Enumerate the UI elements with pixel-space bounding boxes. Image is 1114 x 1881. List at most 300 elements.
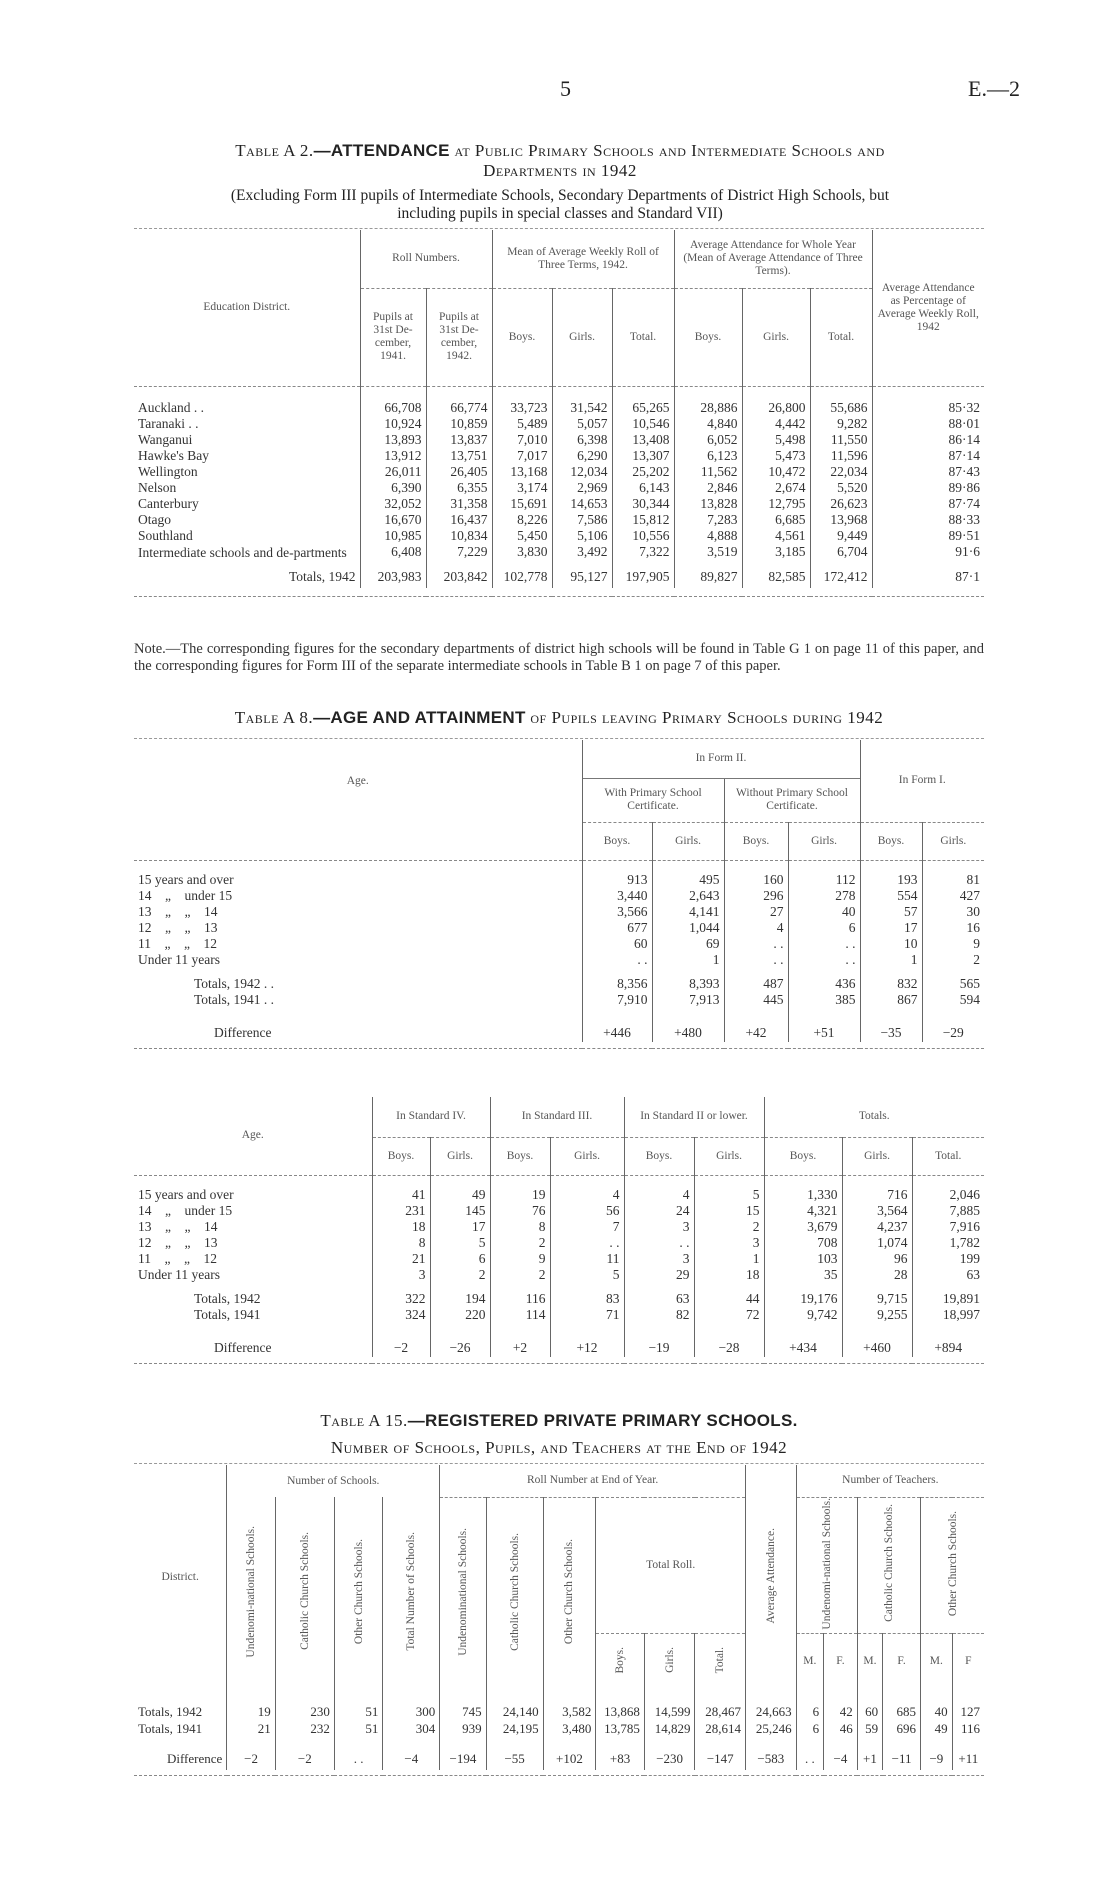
cell-value: −35 — [860, 1024, 922, 1042]
cell-value: 26,800 — [742, 400, 810, 416]
cell-value: 203,842 — [426, 566, 492, 588]
cell-value: 1 — [694, 1251, 764, 1267]
totals-row — [134, 992, 984, 1008]
table-a8-title: Table A 8.—AGE AND ATTAINMENT of Pupils leaving Primary Schools during 1942 — [234, 708, 884, 727]
cell-value: 278 — [788, 888, 860, 904]
header-roll-end: Roll Number at End of Year. — [440, 1465, 746, 1497]
report-code: E.—2 — [968, 76, 1020, 101]
district-name: Wellington — [138, 464, 198, 479]
cell-value: 4,321 — [764, 1203, 842, 1219]
table-row — [134, 1704, 984, 1721]
header-avg-att: Average Attendance. — [764, 1527, 777, 1624]
cell-value: 594 — [922, 992, 984, 1008]
header-undenom: Undenomi-national Schools. — [245, 1525, 258, 1658]
district-name: Totals, 1942 — [138, 1704, 203, 1720]
cell-value: 10,834 — [426, 528, 492, 544]
cell-value: 51 — [334, 1704, 383, 1721]
difference-row — [134, 1339, 984, 1357]
cell-value: 2 — [430, 1267, 490, 1283]
cell-value: 4,888 — [674, 528, 742, 544]
totals-row — [134, 1307, 984, 1323]
cell-value: 24,140 — [486, 1704, 543, 1721]
cell-value: 5,498 — [742, 432, 810, 448]
cell-value: 867 — [860, 992, 922, 1008]
cell-value: 172,412 — [810, 566, 872, 588]
header-boys: Boys. — [860, 822, 922, 860]
cell-value: 14,599 — [644, 1704, 695, 1721]
cell-value: 88·01 — [872, 416, 984, 432]
cell-value: 82 — [624, 1307, 694, 1323]
header-girls: Girls. — [552, 288, 612, 386]
cell-value: 10 — [860, 936, 922, 952]
header-girls: Girls. — [788, 822, 860, 860]
cell-value: 26,405 — [426, 464, 492, 480]
cell-value: 33,723 — [492, 400, 552, 416]
header-girls: Girls. — [663, 1646, 676, 1673]
cell-value: . . — [624, 1235, 694, 1251]
cell-value: 7,229 — [426, 544, 492, 560]
cell-value: 2,046 — [912, 1187, 984, 1203]
cell-value: +480 — [652, 1024, 724, 1042]
cell-value: −26 — [430, 1339, 490, 1357]
header-catholic: Catholic Church Schools. — [298, 1532, 311, 1651]
cell-value: 32,052 — [360, 496, 426, 512]
header-f: F. — [824, 1634, 858, 1690]
table-row — [134, 400, 984, 416]
header-avg-attendance: Average Attendance for Whole Year (Mean of Average Attendance of Three Terms). — [674, 230, 872, 288]
cell-value: 14,829 — [644, 1721, 695, 1738]
table-row — [134, 888, 984, 904]
cell-value: 230 — [275, 1704, 334, 1721]
table-a8-part2 — [134, 1097, 984, 1364]
header-percentage: Average Attendance as Percentage of Average Weekly Roll, 1942 — [872, 230, 984, 386]
header-num-schools: Number of Schools. — [227, 1465, 440, 1497]
header-boys: Boys. — [490, 1137, 550, 1175]
cell-value: +2 — [490, 1339, 550, 1357]
cell-value: 8,226 — [492, 512, 552, 528]
cell-value: 28 — [842, 1267, 912, 1283]
cell-value: 27 — [724, 904, 788, 920]
cell-value: +12 — [550, 1339, 624, 1357]
cell-value: −583 — [746, 1748, 797, 1770]
cell-value: 114 — [490, 1307, 550, 1323]
cell-value: 6,398 — [552, 432, 612, 448]
table-row — [134, 512, 984, 528]
cell-value: 13,893 — [360, 432, 426, 448]
cell-value: 91·6 — [872, 544, 984, 560]
cell-value: 5,057 — [552, 416, 612, 432]
cell-value: 197,905 — [612, 566, 674, 588]
cell-value: 8,393 — [652, 976, 724, 992]
header-pupils-1941: Pupils at 31st De-cember, 1941. — [360, 288, 426, 386]
header-other: Other Church Schools. — [352, 1538, 365, 1644]
header-m: M. — [921, 1634, 953, 1690]
cell-value: 18 — [372, 1219, 430, 1235]
cell-value: 24,663 — [746, 1704, 797, 1721]
cell-value: 72 — [694, 1307, 764, 1323]
cell-value: 44 — [694, 1291, 764, 1307]
age-label: Under 11 years — [138, 952, 220, 967]
cell-value: −147 — [695, 1748, 746, 1770]
table-a15 — [134, 1465, 984, 1776]
table-row — [134, 464, 984, 480]
cell-value: 25,202 — [612, 464, 674, 480]
header-catholic2: Catholic Church Schools. — [508, 1532, 521, 1651]
cell-value: 565 — [922, 976, 984, 992]
header-total-roll: Total Roll. — [596, 1497, 746, 1634]
table-row — [134, 904, 984, 920]
cell-value: 103 — [764, 1251, 842, 1267]
cell-value: . . — [796, 1748, 823, 1770]
cell-value: 385 — [788, 992, 860, 1008]
a2-totals-row — [134, 566, 984, 588]
cell-value: +460 — [842, 1339, 912, 1357]
district-name: Wanganui — [138, 432, 193, 447]
cell-value: 55,686 — [810, 400, 872, 416]
cell-value: −55 — [486, 1748, 543, 1770]
cell-value: 40 — [788, 904, 860, 920]
table-row — [134, 544, 984, 560]
cell-value: 42 — [824, 1704, 858, 1721]
cell-value: 31,542 — [552, 400, 612, 416]
cell-value: 6,685 — [742, 512, 810, 528]
cell-value: 913 — [582, 872, 652, 888]
cell-value: 13,912 — [360, 448, 426, 464]
cell-value: 88·33 — [872, 512, 984, 528]
header-with-cert: With Primary School Certificate. — [582, 778, 724, 822]
cell-value: 13,868 — [596, 1704, 645, 1721]
cell-value: 300 — [383, 1704, 440, 1721]
header-total-num: Total Number of Schools. — [405, 1531, 418, 1651]
cell-value: 19 — [490, 1187, 550, 1203]
cell-value: 10,859 — [426, 416, 492, 432]
totals-label: Totals, 1942 . . — [194, 976, 275, 991]
cell-value: 19 — [227, 1704, 276, 1721]
a15-difference-row — [134, 1748, 984, 1770]
cell-value: 8,356 — [582, 976, 652, 992]
cell-value: 4,561 — [742, 528, 810, 544]
cell-value: 4,141 — [652, 904, 724, 920]
cell-value: 60 — [582, 936, 652, 952]
cell-value: 21 — [227, 1721, 276, 1738]
header-girls: Girls. — [652, 822, 724, 860]
totals-label: Totals, 1941 . . — [194, 992, 275, 1007]
table-row — [134, 1203, 984, 1219]
cell-value: 12,034 — [552, 464, 612, 480]
cell-value: 3,519 — [674, 544, 742, 560]
district-name: Taranaki . . — [138, 416, 199, 431]
cell-value: 83 — [550, 1291, 624, 1307]
cell-value: 495 — [652, 872, 724, 888]
cell-value: 3,492 — [552, 544, 612, 560]
cell-value: 13,168 — [492, 464, 552, 480]
cell-value: 89,827 — [674, 566, 742, 588]
header-girls: Girls. — [922, 822, 984, 860]
header-boys: Boys. — [624, 1137, 694, 1175]
cell-value: 127 — [952, 1704, 984, 1721]
table-row — [134, 1219, 984, 1235]
cell-value: 194 — [430, 1291, 490, 1307]
header-pupils-1942: Pupils at 31st De-cember, 1942. — [426, 288, 492, 386]
cell-value: 2 — [490, 1267, 550, 1283]
cell-value: 96 — [842, 1251, 912, 1267]
cell-value: 7,913 — [652, 992, 724, 1008]
cell-value: 7,322 — [612, 544, 674, 560]
cell-value: 69 — [652, 936, 724, 952]
table-row — [134, 936, 984, 952]
cell-value: 6 — [430, 1251, 490, 1267]
cell-value: . . — [788, 952, 860, 968]
header-num-teachers: Number of Teachers. — [796, 1465, 984, 1497]
cell-value: 57 — [860, 904, 922, 920]
cell-value: 6,704 — [810, 544, 872, 560]
cell-value: 30,344 — [612, 496, 674, 512]
cell-value: 7,017 — [492, 448, 552, 464]
cell-value: 2 — [922, 952, 984, 968]
cell-value: 685 — [883, 1704, 921, 1721]
table-a8-part1 — [134, 740, 984, 1049]
header-other-t: Other Church Schools. — [946, 1510, 959, 1616]
table-a2-note: Note.—The corresponding figures for the secondary departments of district high schools will be found in Table G 1 on page 11 of this paper, and the corresponding figures for Form III of the separate intermediate schools in Table B 1 on page 7 of this paper. — [134, 641, 984, 674]
header-without-cert: Without Primary School Certificate. — [724, 778, 860, 822]
cell-value: 66,708 — [360, 400, 426, 416]
cell-value: 160 — [724, 872, 788, 888]
cell-value: 15,691 — [492, 496, 552, 512]
cell-value: +446 — [582, 1024, 652, 1042]
cell-value: 3,174 — [492, 480, 552, 496]
cell-value: 9 — [490, 1251, 550, 1267]
cell-value: 231 — [372, 1203, 430, 1219]
district-name: Nelson — [138, 480, 177, 495]
difference-row — [134, 1024, 984, 1042]
district-name: Canterbury — [138, 496, 199, 511]
cell-value: 29 — [624, 1267, 694, 1283]
cell-value: 445 — [724, 992, 788, 1008]
cell-value: 5,489 — [492, 416, 552, 432]
header-boys: Boys. — [674, 288, 742, 386]
cell-value: 76 — [490, 1203, 550, 1219]
cell-value: 1 — [652, 952, 724, 968]
table-row — [134, 528, 984, 544]
cell-value: 6,143 — [612, 480, 674, 496]
cell-value: 56 — [550, 1203, 624, 1219]
district-name: Hawke's Bay — [138, 448, 210, 463]
table-row — [134, 1235, 984, 1251]
header-girls: Girls. — [694, 1137, 764, 1175]
cell-value: 19,891 — [912, 1291, 984, 1307]
cell-value: . . — [334, 1748, 383, 1770]
cell-value: +102 — [543, 1748, 596, 1770]
cell-value: 9,715 — [842, 1291, 912, 1307]
cell-value: 9 — [922, 936, 984, 952]
cell-value: 4,237 — [842, 1219, 912, 1235]
header-boys: Boys. — [492, 288, 552, 386]
cell-value: 10,924 — [360, 416, 426, 432]
district-name: Totals, 1941 — [138, 1721, 203, 1737]
cell-value: 31,358 — [426, 496, 492, 512]
cell-value: 9,742 — [764, 1307, 842, 1323]
cell-value: +1 — [857, 1748, 882, 1770]
cell-value: 11,550 — [810, 432, 872, 448]
cell-value: 3,440 — [582, 888, 652, 904]
cell-value: 10,546 — [612, 416, 674, 432]
cell-value: 63 — [912, 1267, 984, 1283]
age-label: 14 „ under 15 — [138, 888, 233, 903]
cell-value: 15,812 — [612, 512, 674, 528]
table-row — [134, 1251, 984, 1267]
cell-value: 65,265 — [612, 400, 674, 416]
header-undenominational: Undenominational Schools. — [456, 1527, 469, 1656]
cell-value: 145 — [430, 1203, 490, 1219]
cell-value: 696 — [883, 1721, 921, 1738]
cell-value: 40 — [921, 1704, 953, 1721]
cell-value: 304 — [383, 1721, 440, 1738]
cell-value: 716 — [842, 1187, 912, 1203]
age-label: 15 years and over — [138, 872, 234, 887]
cell-value: 2,846 — [674, 480, 742, 496]
cell-value: 6 — [796, 1721, 823, 1738]
cell-value: 7 — [550, 1219, 624, 1235]
header-district: District. — [161, 1570, 199, 1583]
age-label: 12 „ „ 13 — [138, 1235, 218, 1250]
age-label: 14 „ under 15 — [138, 1203, 233, 1218]
cell-value: 28,886 — [674, 400, 742, 416]
district-name: Southland — [138, 528, 193, 543]
cell-value: 26,623 — [810, 496, 872, 512]
cell-value: 322 — [372, 1291, 430, 1307]
age-label: 13 „ „ 14 — [138, 1219, 218, 1234]
cell-value: −2 — [372, 1339, 430, 1357]
cell-value: 7,283 — [674, 512, 742, 528]
cell-value: 745 — [440, 1704, 486, 1721]
cell-value: 30 — [922, 904, 984, 920]
cell-value: 60 — [857, 1704, 882, 1721]
header-total: Total. — [612, 288, 674, 386]
totals-row — [134, 1291, 984, 1307]
cell-value: 3 — [694, 1235, 764, 1251]
cell-value: 22,034 — [810, 464, 872, 480]
cell-value: . . — [788, 936, 860, 952]
cell-value: 4 — [550, 1187, 624, 1203]
cell-value: 66,774 — [426, 400, 492, 416]
cell-value: 87·43 — [872, 464, 984, 480]
cell-value: 19,176 — [764, 1291, 842, 1307]
table-row — [134, 1721, 984, 1738]
cell-value: 13,968 — [810, 512, 872, 528]
totals-label: Totals, 1941 — [194, 1307, 261, 1322]
cell-value: 13,837 — [426, 432, 492, 448]
header-girls: Girls. — [842, 1137, 912, 1175]
cell-value: −2 — [275, 1748, 334, 1770]
cell-value: −2 — [227, 1748, 276, 1770]
cell-value: 554 — [860, 888, 922, 904]
header-undenom-t: Undenomi-national Schools. — [820, 1497, 833, 1630]
cell-value: 708 — [764, 1235, 842, 1251]
cell-value: 9,282 — [810, 416, 872, 432]
cell-value: 832 — [860, 976, 922, 992]
cell-value: −11 — [883, 1748, 921, 1770]
header-m: M. — [857, 1634, 882, 1690]
cell-value: 7,586 — [552, 512, 612, 528]
cell-value: 3,582 — [543, 1704, 596, 1721]
table-row — [134, 416, 984, 432]
cell-value: 3 — [624, 1251, 694, 1267]
cell-value: 12,795 — [742, 496, 810, 512]
cell-value: 14,653 — [552, 496, 612, 512]
cell-value: . . — [724, 952, 788, 968]
cell-value: 3 — [624, 1219, 694, 1235]
header-f: F. — [883, 1634, 921, 1690]
cell-value: 10,556 — [612, 528, 674, 544]
cell-value: 24 — [624, 1203, 694, 1219]
table-a15-title: Table A 15.—REGISTERED PRIVATE PRIMARY SCHOOLS. — [320, 1411, 798, 1430]
header-boys: Boys. — [372, 1137, 430, 1175]
header-in-std-4: In Standard IV. — [372, 1097, 490, 1137]
cell-value: 4 — [724, 920, 788, 936]
district-name: Auckland . . — [138, 400, 204, 415]
header-other2: Other Church Schools. — [563, 1539, 576, 1645]
table-row — [134, 496, 984, 512]
cell-value: 5,473 — [742, 448, 810, 464]
cell-value: 87·14 — [872, 448, 984, 464]
cell-value: 2 — [694, 1219, 764, 1235]
age-label: 15 years and over — [138, 1187, 234, 1202]
header-total: Total. — [912, 1137, 984, 1175]
cell-value: 5 — [694, 1187, 764, 1203]
table-row — [134, 1187, 984, 1203]
cell-value: 8 — [490, 1219, 550, 1235]
cell-value: 487 — [724, 976, 788, 992]
header-total: Total. — [810, 288, 872, 386]
header-boys: Boys. — [582, 822, 652, 860]
cell-value: 116 — [952, 1721, 984, 1738]
cell-value: 13,785 — [596, 1721, 645, 1738]
cell-value: 15 — [694, 1203, 764, 1219]
cell-value: 7,910 — [582, 992, 652, 1008]
age-label: 11 „ „ 12 — [138, 1251, 217, 1266]
cell-value: 4,840 — [674, 416, 742, 432]
age-label: 12 „ „ 13 — [138, 920, 218, 935]
cell-value: +42 — [724, 1024, 788, 1042]
cell-value: 102,778 — [492, 566, 552, 588]
cell-value: 9,449 — [810, 528, 872, 544]
cell-value: 51 — [334, 1721, 383, 1738]
totals-label: Totals, 1942 — [194, 1291, 261, 1306]
cell-value: 21 — [372, 1251, 430, 1267]
cell-value: 112 — [788, 872, 860, 888]
cell-value: 87·1 — [872, 566, 984, 588]
cell-value: 86·14 — [872, 432, 984, 448]
cell-value: 11 — [550, 1251, 624, 1267]
cell-value: 13,307 — [612, 448, 674, 464]
cell-value: 6,290 — [552, 448, 612, 464]
cell-value: 8 — [372, 1235, 430, 1251]
header-totals: Totals. — [764, 1097, 984, 1137]
table-row — [134, 480, 984, 496]
table-row — [134, 1267, 984, 1283]
table-a2-title: Table A 2.—ATTENDANCE at Public Primary Schools and Intermediate Schools and Departments in 1942 — [235, 141, 885, 180]
cell-value: 17 — [860, 920, 922, 936]
difference-label: Difference — [166, 1750, 223, 1766]
cell-value: 13,408 — [612, 432, 674, 448]
cell-value: 18 — [694, 1267, 764, 1283]
cell-value: 13,828 — [674, 496, 742, 512]
cell-value: 5 — [430, 1235, 490, 1251]
cell-value: 81 — [922, 872, 984, 888]
cell-value: 6,355 — [426, 480, 492, 496]
cell-value: 4 — [624, 1187, 694, 1203]
cell-value: +83 — [596, 1748, 645, 1770]
